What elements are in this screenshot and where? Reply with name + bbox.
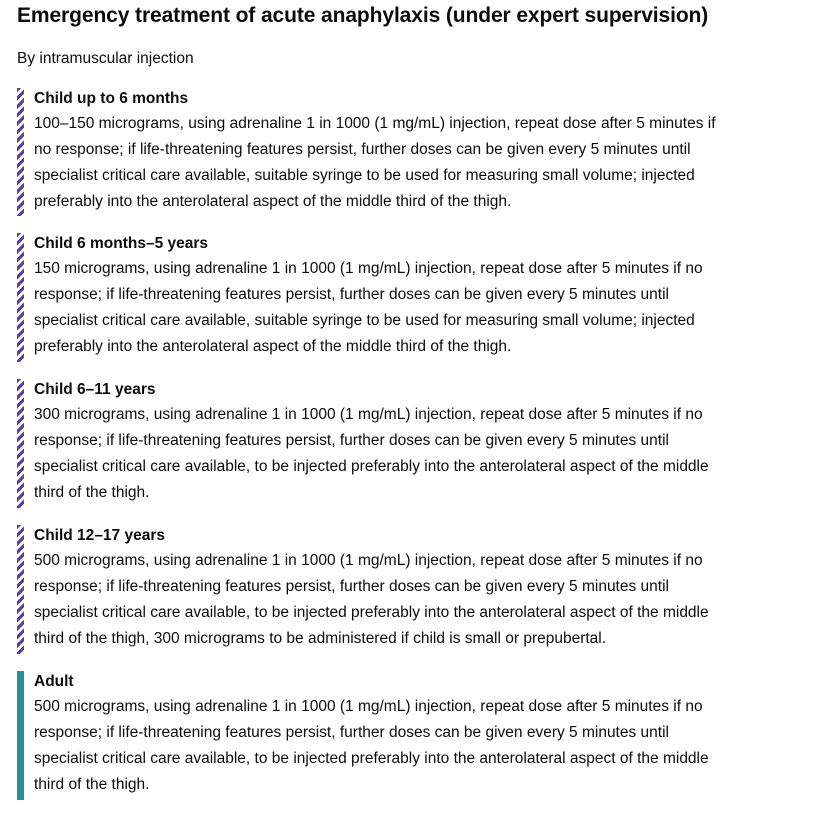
population-label: Child 6–11 years <box>34 381 156 398</box>
dose-line: 500 micrograms, using adrenaline 1 in 1000 (1 mg/mL) injection, repeat dose after 5 minutes if no <box>34 552 703 569</box>
population-label: Child 12–17 years <box>34 527 165 544</box>
dose-line: preferably into the anterolateral aspect of the middle third of the thigh. <box>34 193 512 210</box>
dose-line: specialist critical care available, to be injected preferably into the anterolateral aspect of the middle <box>34 750 709 767</box>
dose-line: response; if life-threatening features persist, further doses can be given every 5 minutes until <box>34 432 669 449</box>
dose-text <box>34 548 814 652</box>
dose-line: specialist critical care available, suitable syringe to be used for measuring small volume; injected <box>34 167 695 184</box>
dose-line: specialist critical care available, to be injected preferably into the anterolateral aspect of the middle <box>34 604 709 621</box>
population-label: Child up to 6 months <box>34 90 189 107</box>
dose-group <box>17 525 807 654</box>
population-bar <box>17 233 24 362</box>
population-label: Adult <box>34 673 74 690</box>
dose-group <box>17 233 807 362</box>
dose-line: third of the thigh, 300 micrograms to be administered if child is small or prepubertal. <box>34 630 607 647</box>
population-bar <box>17 88 24 216</box>
section-title: Emergency treatment of acute anaphylaxis (under expert supervision) <box>17 4 709 27</box>
dose-line: no response; if life-threatening features persist, further doses can be given every 5 minutes until <box>34 141 691 158</box>
dose-line: third of the thigh. <box>34 776 150 793</box>
dose-line: response; if life-threatening features persist, further doses can be given every 5 minutes until <box>34 578 669 595</box>
population-bar <box>17 525 24 654</box>
dose-line: response; if life-threatening features persist, further doses can be given every 5 minutes until <box>34 286 669 303</box>
dose-line: response; if life-threatening features persist, further doses can be given every 5 minutes until <box>34 724 669 741</box>
dose-group <box>17 671 807 800</box>
dose-line: specialist critical care available, suitable syringe to be used for measuring small volume; injected <box>34 312 695 329</box>
dose-line: 500 micrograms, using adrenaline 1 in 1000 (1 mg/mL) injection, repeat dose after 5 minutes if no <box>34 698 703 715</box>
population-bar <box>17 379 24 508</box>
dose-line: 300 micrograms, using adrenaline 1 in 1000 (1 mg/mL) injection, repeat dose after 5 minutes if no <box>34 406 703 423</box>
dose-line: 150 micrograms, using adrenaline 1 in 1000 (1 mg/mL) injection, repeat dose after 5 minutes if no <box>34 260 703 277</box>
dose-line: third of the thigh. <box>34 484 150 501</box>
dose-text <box>34 256 814 360</box>
population-label: Child 6 months–5 years <box>34 235 209 252</box>
route-label: By intramuscular injection <box>17 50 194 67</box>
dose-text <box>34 111 814 215</box>
dose-group <box>17 379 807 508</box>
dose-text <box>34 402 814 506</box>
dose-line: 100–150 micrograms, using adrenaline 1 in 1000 (1 mg/mL) injection, repeat dose after 5 minutes if <box>34 115 716 132</box>
dose-line: specialist critical care available, to be injected preferably into the anterolateral aspect of the middle <box>34 458 709 475</box>
population-bar <box>17 671 24 800</box>
dose-text <box>34 694 814 798</box>
dose-group <box>17 88 807 216</box>
dose-line: preferably into the anterolateral aspect of the middle third of the thigh. <box>34 338 512 355</box>
